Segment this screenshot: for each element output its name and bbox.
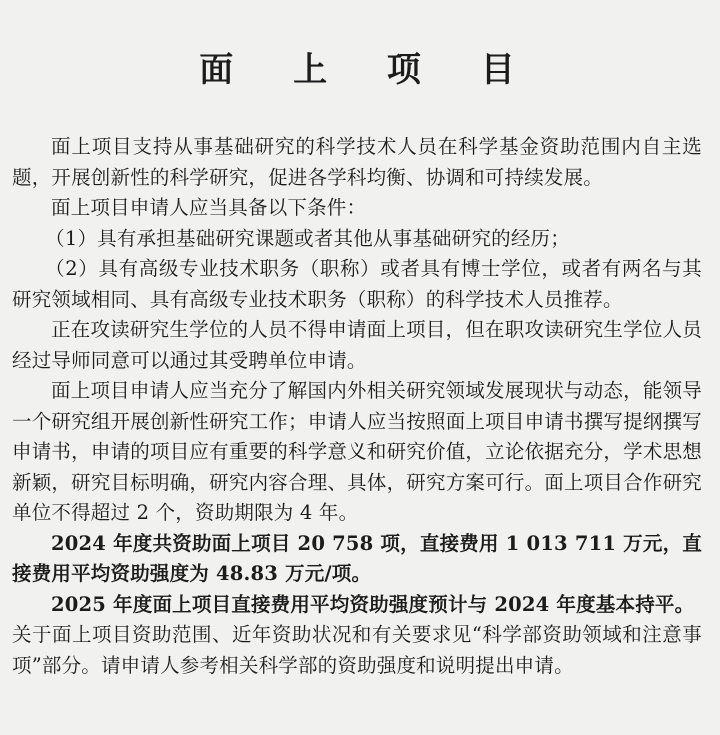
paragraph-graduate-students: 正在攻读研究生学位的人员不得申请面上项目，但在职攻读研究生学位人员经过导师同意可以通过其受聘单位申请。: [12, 318, 702, 372]
paragraph-requirements: 面上项目申请人应当充分了解国内外相关研究领域发展现状与动态，能领导一个研究组开展创新性研究工作；申请人应当按照面上项目申请书撰写提纲撰写申请书，申请的项目应有重要的科学意义和研究价值，立论依据充分，学术思想新颖，研究目标明确，研究内容合理、具体，研究方案可行。面上项目合作研究单位不得超过 2 个，资助期限为 4 年。: [12, 379, 702, 524]
paragraph-references: 关于面上项目资助范围、近年资助状况和有关要求见“科学部资助领域和注意事项”部分。请申请人参考相关科学部的资助强度和说明提出申请。: [12, 623, 702, 677]
paragraph-2024-funding: 2024 年度共资助面上项目 20 758 项，直接费用 1 013 711 万元，直接费用平均资助强度为 48.83 万元/项。: [12, 531, 702, 585]
paragraph-2025-funding: 2025 年度面上项目直接费用平均资助强度预计与 2024 年度基本持平。: [51, 592, 695, 616]
paragraph-conditions-heading: 面上项目申请人应当具备以下条件：: [51, 196, 367, 219]
paragraph-condition-2: （2）具有高级专业技术职务（职称）或者具有博士学位，或者有两名与其研究领域相同、具有高级专业技术职务（职称）的科学技术人员推荐。: [12, 257, 702, 311]
page-title: 面 上 项 目: [199, 50, 539, 90]
paragraph-condition-1: （1）具有承担基础研究课题或者其他从事基础研究的经历；: [45, 226, 570, 250]
paragraph-intro: 面上项目支持从事基础研究的科学技术人员在科学基金资助范围内自主选题，开展创新性的科学研究，促进各学科均衡、协调和可持续发展。: [12, 135, 702, 189]
